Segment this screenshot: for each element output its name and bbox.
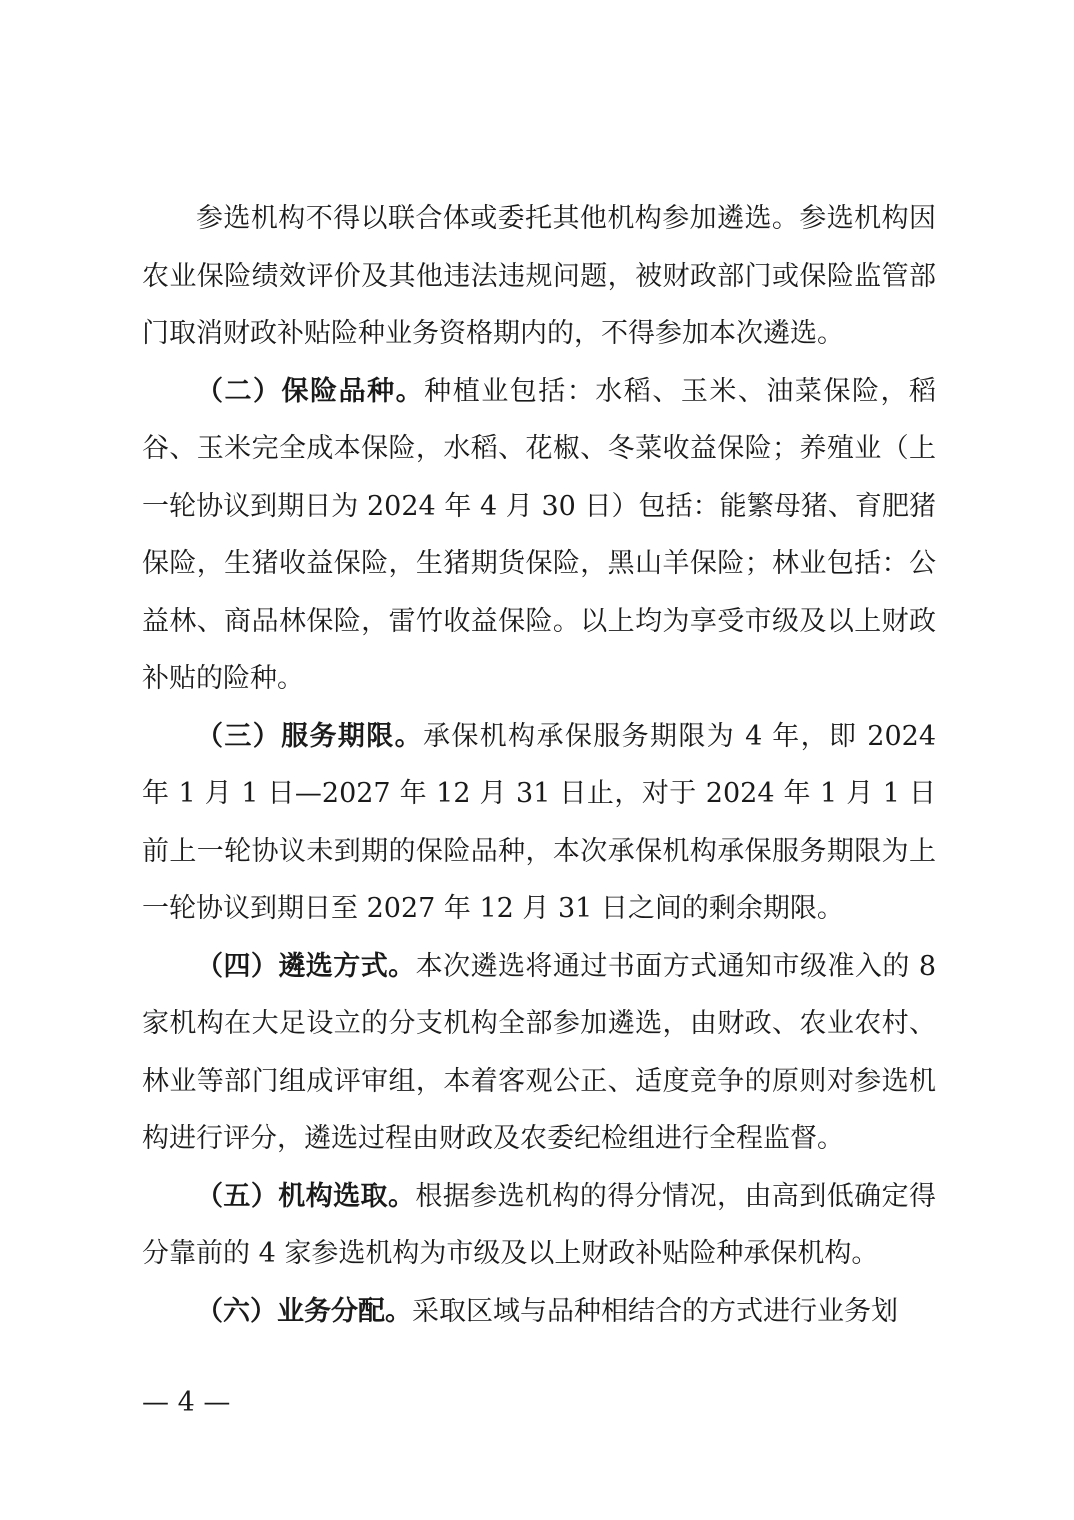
- paragraph-heading: （五）机构选取。: [196, 1180, 416, 1212]
- paragraph-institution-selection: [142, 1168, 936, 1283]
- document-body: [142, 190, 936, 1340]
- paragraph-insurance-types: [142, 363, 936, 708]
- paragraph-text: 本次遴选将通过书面方式通知市级准入的 8 家机构在大足设立的分支机构全部参加遴选，由财政、农业农村、林业等部门组成评审组，本着客观公正、适度竞争的原则对参选机构进行评分，遴选过程由财政及农委纪检组进行全程监督。: [142, 950, 936, 1154]
- paragraph-text: 参选机构不得以联合体或委托其他机构参加遴选。参选机构因农业保险绩效评价及其他违法违规问题，被财政部门或保险监管部门取消财政补贴险种业务资格期内的，不得参加本次遴选。: [142, 203, 936, 349]
- paragraph-heading: （六）业务分配。: [196, 1295, 412, 1327]
- paragraph-business-allocation: [142, 1283, 936, 1341]
- paragraph-heading: （三）服务期限。: [196, 720, 423, 752]
- page-number: 4: [177, 1387, 195, 1418]
- page-footer: [142, 1383, 230, 1423]
- paragraph-selection-method: [142, 938, 936, 1168]
- paragraph-heading: （四）遴选方式。: [196, 950, 416, 982]
- paragraph-text: 种植业包括：水稻、玉米、油菜保险，稻谷、玉米完全成本保险，水稻、花椒、冬菜收益保险；养殖业（上一轮协议到期日为 2024 年 4 月 30 日）包括：能繁母猪、育肥猪保险，生猪收益保险，生猪期货保险，黑山羊保险；林业包括：公益林、商品林保险，雷竹收益保险。以上均为享受市级及以上财政补贴的险种。: [142, 375, 937, 694]
- paragraph-text: 承保机构承保服务期限为 4 年，即 2024 年 1 月 1 日—2027 年 12 月 31 日止，对于 2024 年 1 月 1 日前上一轮协议未到期的保险品种，本次承保机构承保服务期限为上一轮协议到期日至 2027 年 12 月 31 日之间的剩余期限。: [142, 720, 937, 924]
- paragraph-heading: （二）保险品种。: [196, 375, 425, 407]
- footer-dash-left: —: [142, 1387, 169, 1418]
- paragraph-service-period: [142, 708, 936, 938]
- paragraph-text: 采取区域与品种相结合的方式进行业务划: [412, 1295, 898, 1327]
- footer-dash-right: —: [203, 1387, 231, 1418]
- paragraph-participation-rules: [142, 190, 936, 363]
- paragraph-text: 根据参选机构的得分情况，由高到低确定得分靠前的 4 家参选机构为市级及以上财政补贴险种承保机构。: [142, 1180, 937, 1269]
